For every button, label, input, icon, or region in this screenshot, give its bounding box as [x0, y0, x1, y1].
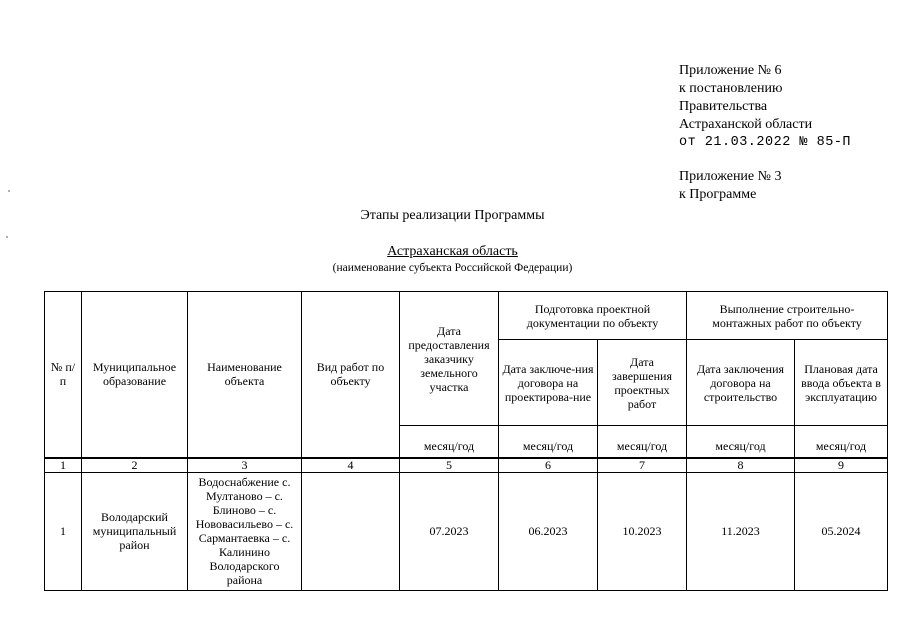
row-design-contract: 06.2023 — [499, 472, 598, 590]
header-construction-contract: Дата заключения договора на строительство — [687, 340, 795, 426]
column-number: 9 — [795, 458, 888, 473]
row-num: 1 — [45, 472, 82, 590]
column-numbers-row — [45, 458, 888, 473]
annex-government: Правительства — [679, 99, 768, 114]
annex2-number: Приложение № 3 — [679, 169, 782, 184]
region-name: Астраханская область — [387, 244, 518, 259]
row-land-date: 07.2023 — [400, 472, 499, 590]
header-municipality: Муниципальное образование — [82, 292, 188, 458]
row-municipality: Володарский муниципальный район — [82, 472, 188, 590]
unit-cell: месяц/год — [400, 426, 499, 458]
column-number: 8 — [687, 458, 795, 473]
column-number: 4 — [302, 458, 400, 473]
annex-resolution: к постановлению — [679, 81, 783, 96]
header-design-contract: Дата заключе-ния договора на проектирова-ние — [499, 340, 598, 426]
annex2-program: к Программе — [679, 187, 757, 202]
document-title: Этапы реализации Программы — [360, 208, 545, 223]
column-number: 6 — [499, 458, 598, 473]
header-land-date: Дата предоставления заказчику земельного участка — [400, 292, 499, 426]
row-construction-contract: 11.2023 — [687, 472, 795, 590]
row-work-type — [302, 472, 400, 590]
scan-speck — [6, 236, 8, 238]
row-design-end: 10.2023 — [598, 472, 687, 590]
table-row — [45, 472, 888, 590]
header-construction-group: Выполнение строительно-монтажных работ по объекту — [687, 292, 888, 340]
header-object-name: Наименование объекта — [188, 292, 302, 458]
column-number: 5 — [400, 458, 499, 473]
row-commissioning: 05.2024 — [795, 472, 888, 590]
column-number: 1 — [45, 458, 82, 473]
region-note: (наименование субъекта Российской Федерации) — [332, 262, 573, 274]
annex-region: Астраханской области — [679, 117, 813, 132]
column-number: 2 — [82, 458, 188, 473]
unit-cell: месяц/год — [687, 426, 795, 458]
header-work-type: Вид работ по объекту — [302, 292, 400, 458]
unit-cell: месяц/год — [795, 426, 888, 458]
scan-speck — [8, 190, 10, 192]
header-commissioning: Плановая дата ввода объекта в эксплуатацию — [795, 340, 888, 426]
header-design-group: Подготовка проектной документации по объекту — [499, 292, 687, 340]
annex-date-number: от 21.03.2022 № 85-П — [679, 135, 852, 150]
annex2-block — [679, 168, 782, 204]
header-row-1 — [45, 292, 888, 340]
header-num: № п/п — [45, 292, 82, 458]
annex-block — [679, 62, 851, 152]
unit-cell: месяц/год — [499, 426, 598, 458]
unit-cell: месяц/год — [598, 426, 687, 458]
annex-number: Приложение № 6 — [679, 63, 782, 78]
column-number: 7 — [598, 458, 687, 473]
header-design-end: Дата завершения проектных работ — [598, 340, 687, 426]
row-object-name: Водоснабжение с. Мултаново – с. Блиново – с. Нововасильево – с. Сармантаевка – с. Калинино Володарского района — [188, 472, 302, 590]
stages-table — [44, 291, 888, 591]
column-number: 3 — [188, 458, 302, 473]
